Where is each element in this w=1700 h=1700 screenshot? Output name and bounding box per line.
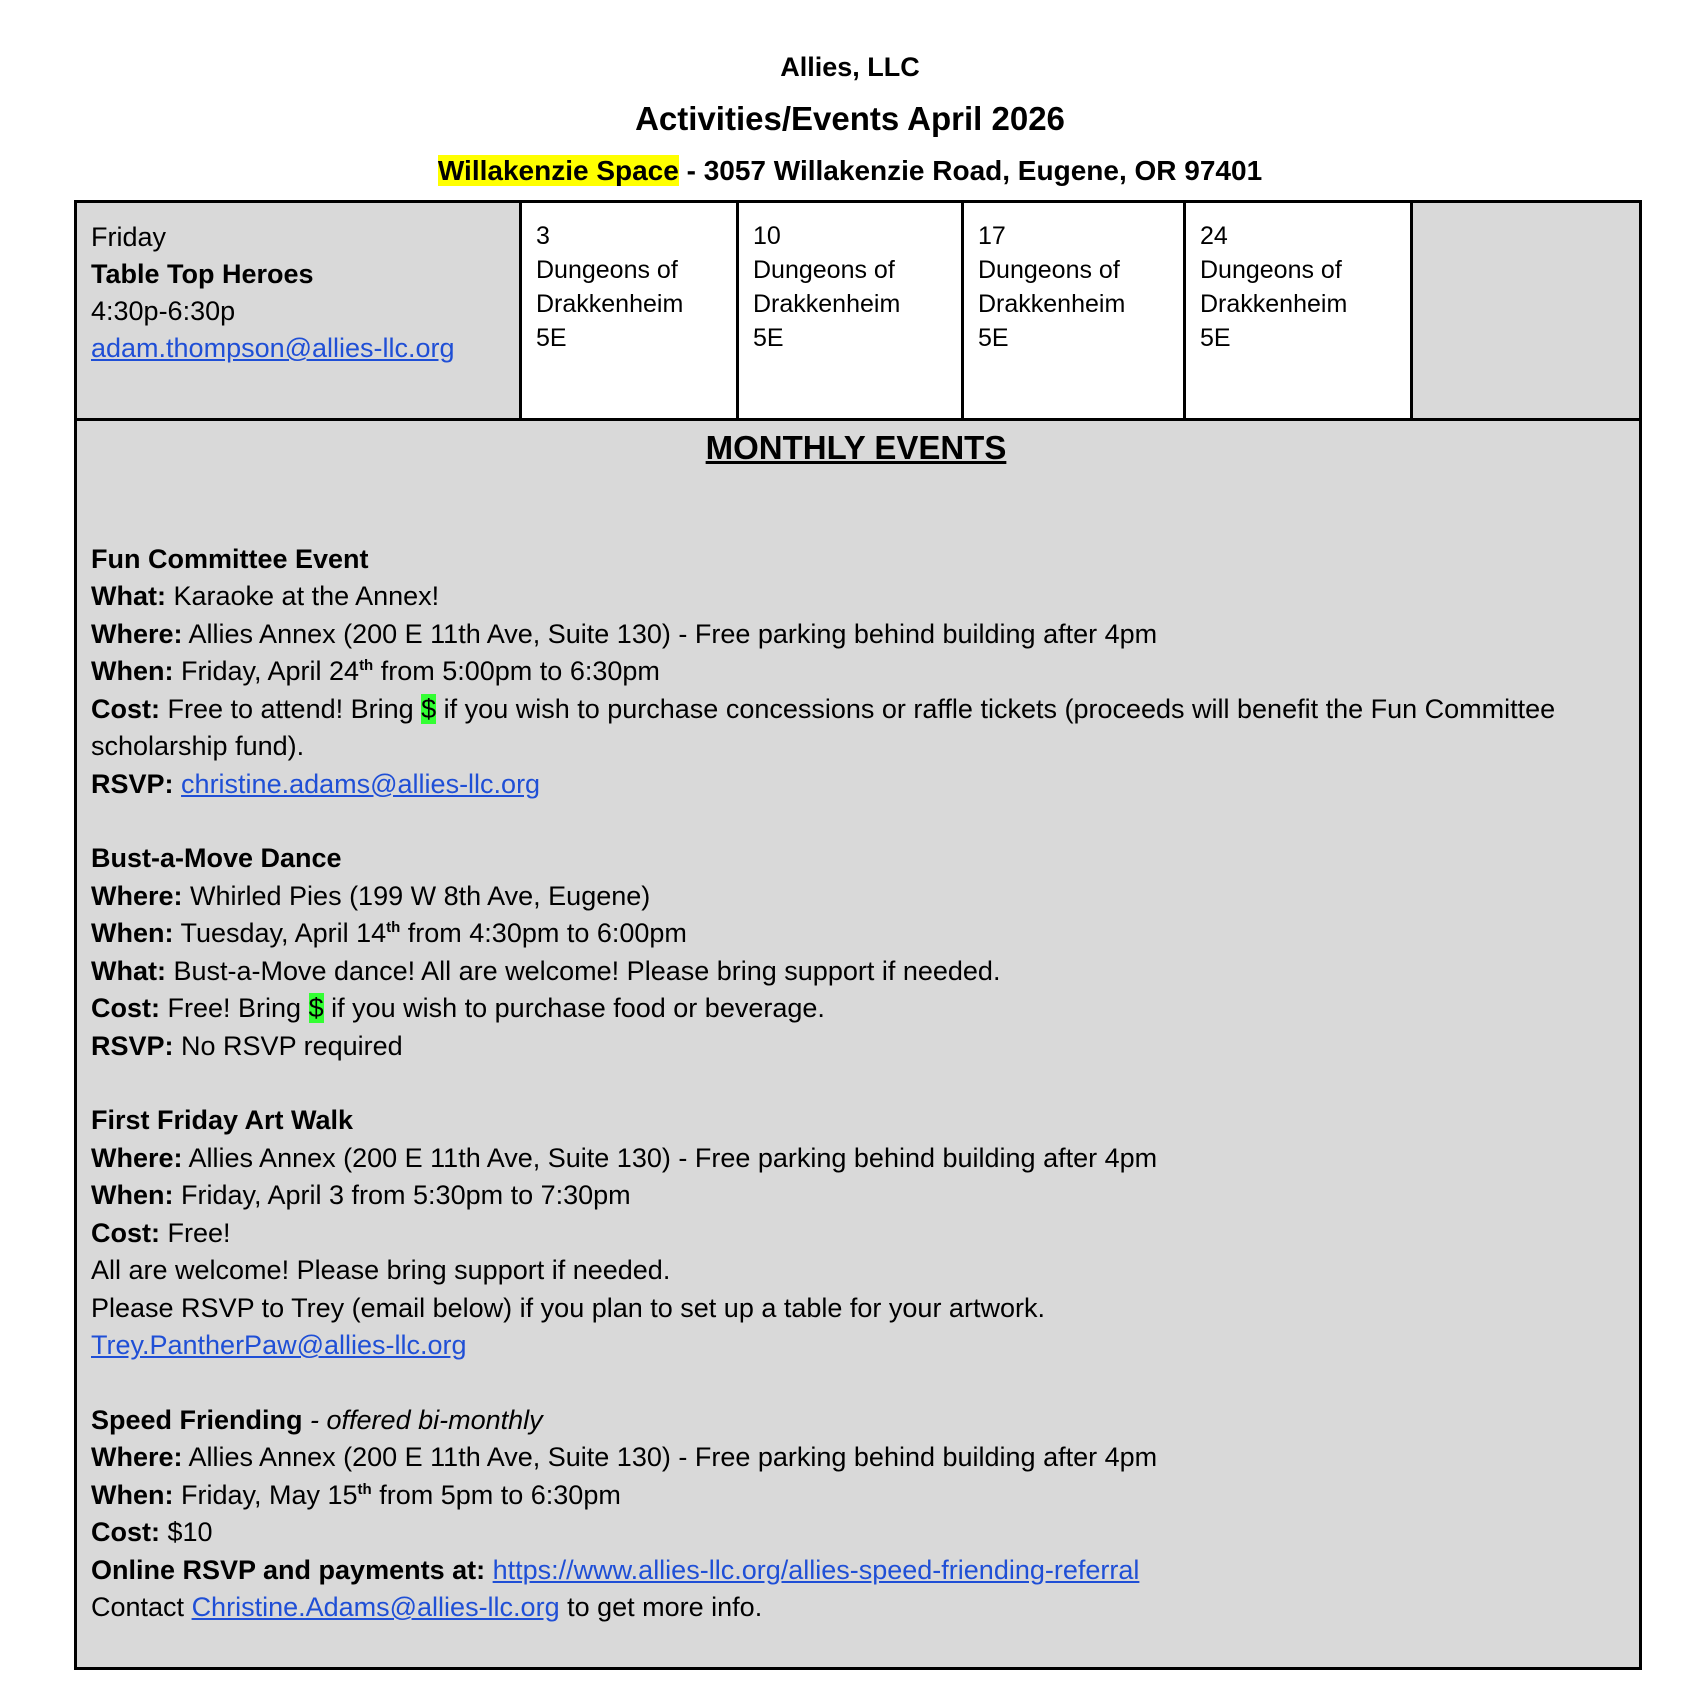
date-event-line: Dungeons of [753,256,895,284]
date-event-line: 5E [1200,324,1231,352]
date-cell [1185,202,1412,420]
field-label: RSVP: [91,768,174,799]
event-line: Please RSVP to Trey (email below) if you plan to set up a table for your artwork. [91,1292,1045,1323]
event-line [91,1552,1621,1590]
event-line [91,653,1621,691]
event-line [91,953,1621,991]
field-value: Free to attend! Bring [160,693,422,724]
event-line [91,1140,1621,1178]
field-label: Online RSVP and payments at: [91,1554,486,1585]
event-line [91,1215,1621,1253]
artwalk-email-link[interactable]: Trey.PantherPaw@allies-llc.org [91,1330,467,1360]
field-label: Cost: [91,1517,160,1547]
field-label: Cost: [91,693,160,724]
field-label: Where: [91,880,183,911]
date-event-line: Dungeons of [978,256,1120,284]
field-value: Friday, April 3 from 5:30pm to 7:30pm [173,1180,631,1210]
weekly-email-link[interactable]: adam.thompson@allies-llc.org [91,333,455,363]
field-value: Whirled Pies (199 W 8th Ave, Eugene) [182,880,651,911]
field-label: What: [91,955,166,986]
date-event-line: Dungeons of [536,256,678,284]
field-value: Karaoke at the Annex! [165,581,440,611]
venue-address: - 3057 Willakenzie Road, Eugene, OR 97401 [678,155,1263,186]
field-value: from 4:30pm to 6:00pm [400,918,687,948]
monthly-heading: MONTHLY EVENTS [705,429,1007,466]
dollar-highlight: $ [421,693,437,724]
monthly-events-cell [76,420,1641,1669]
field-label: RSVP: [91,1030,174,1061]
field-label: Where: [91,618,183,649]
field-label: When: [91,656,174,686]
event-line [91,915,1621,953]
date-event-line: Drakkenheim [1200,290,1348,318]
field-value: $10 [160,1517,213,1547]
weekly-info-cell [76,202,521,420]
field-value: Free! [160,1217,231,1248]
date-event-line: Dungeons of [1200,256,1342,284]
contact-email-link[interactable]: Christine.Adams@allies-llc.org [191,1592,560,1622]
date-number: 10 [753,222,781,250]
field-label: When: [91,1479,174,1510]
field-value: from 5pm to 6:30pm [371,1479,621,1510]
event-title: Bust-a-Move Dance [91,843,342,873]
event-title-note: - offered bi-monthly [302,1404,543,1435]
date-event-line: 5E [536,324,567,352]
weekly-day: Friday [91,222,167,252]
field-value: if you wish to purchase concessions or raffle tickets (proceeds will benefit the Fun Committee scholarship fund). [91,693,1556,761]
field-value: Tuesday, April 14 [173,918,387,948]
event-line [91,1439,1621,1477]
field-label: What: [91,581,166,611]
ordinal-suffix: th [357,1480,372,1498]
dollar-highlight: $ [308,993,324,1023]
field-value: from 5:00pm to 6:30pm [373,656,660,686]
field-value: Bust-a-Move dance! All are welcome! Please bring support if needed. [165,955,1001,986]
weekly-time: 4:30p-6:30p [91,296,236,326]
date-cell [738,202,963,420]
page-title: Activities/Events April 2026 [635,100,1065,137]
event-title: Speed Friending [91,1404,303,1435]
field-value: if you wish to purchase food or beverage. [323,993,825,1023]
field-value: Allies Annex (200 E 11th Ave, Suite 130) - Free parking behind building after 4pm [182,618,1158,649]
event-line [91,878,1621,916]
field-value: Friday, April 24 [173,656,360,686]
contact-text: to get more info. [559,1592,763,1622]
event-line [91,616,1621,654]
date-number: 17 [978,222,1006,250]
event-title: Fun Committee Event [91,543,369,574]
org-name: Allies, LLC [780,52,920,82]
date-cell [521,202,738,420]
field-label: When: [91,1180,174,1210]
event-line: All are welcome! Please bring support if needed. [91,1255,671,1285]
rsvp-email-link[interactable]: christine.adams@allies-llc.org [181,768,541,799]
field-label: Cost: [91,993,160,1023]
date-number: 24 [1200,222,1228,250]
ordinal-suffix: th [359,657,374,674]
ordinal-suffix: th [386,919,401,936]
field-value: Free! Bring [160,993,309,1023]
field-label: When: [91,918,174,948]
events-table [74,200,1642,1670]
event-line [91,691,1621,766]
date-event-line: 5E [978,324,1009,352]
rsvp-url-link[interactable]: https://www.allies-llc.org/allies-speed-friending-referral [492,1554,1140,1585]
date-event-line: 5E [753,324,784,352]
event-line [91,1589,1621,1627]
field-value: Friday, May 15 [173,1479,358,1510]
date-event-line: Drakkenheim [753,290,901,318]
event-line [91,1177,1621,1215]
event-title: First Friday Art Walk [91,1105,354,1135]
event-title-line [91,1402,1621,1440]
event-line [91,766,1621,804]
weekly-group: Table Top Heroes [91,259,314,289]
date-number: 3 [536,222,550,250]
field-value: Allies Annex (200 E 11th Ave, Suite 130) - Free parking behind building after 4pm [182,1142,1158,1173]
event-line [91,990,1621,1028]
date-event-line: Drakkenheim [978,290,1126,318]
venue-line [0,155,1700,187]
field-value: No RSVP required [173,1030,403,1061]
event-line [91,1028,1621,1066]
contact-text: Contact [91,1592,192,1622]
date-cell [963,202,1185,420]
event-line [91,1477,1621,1515]
field-label: Where: [91,1442,183,1472]
event-line [91,578,1621,616]
field-value: Allies Annex (200 E 11th Ave, Suite 130) - Free parking behind building after 4pm [182,1442,1158,1472]
empty-cell [1412,202,1641,420]
venue-name: Willakenzie Space [437,155,679,186]
date-event-line: Drakkenheim [536,290,684,318]
field-label: Where: [91,1142,183,1173]
event-line [91,1514,1621,1552]
field-label: Cost: [91,1217,160,1248]
